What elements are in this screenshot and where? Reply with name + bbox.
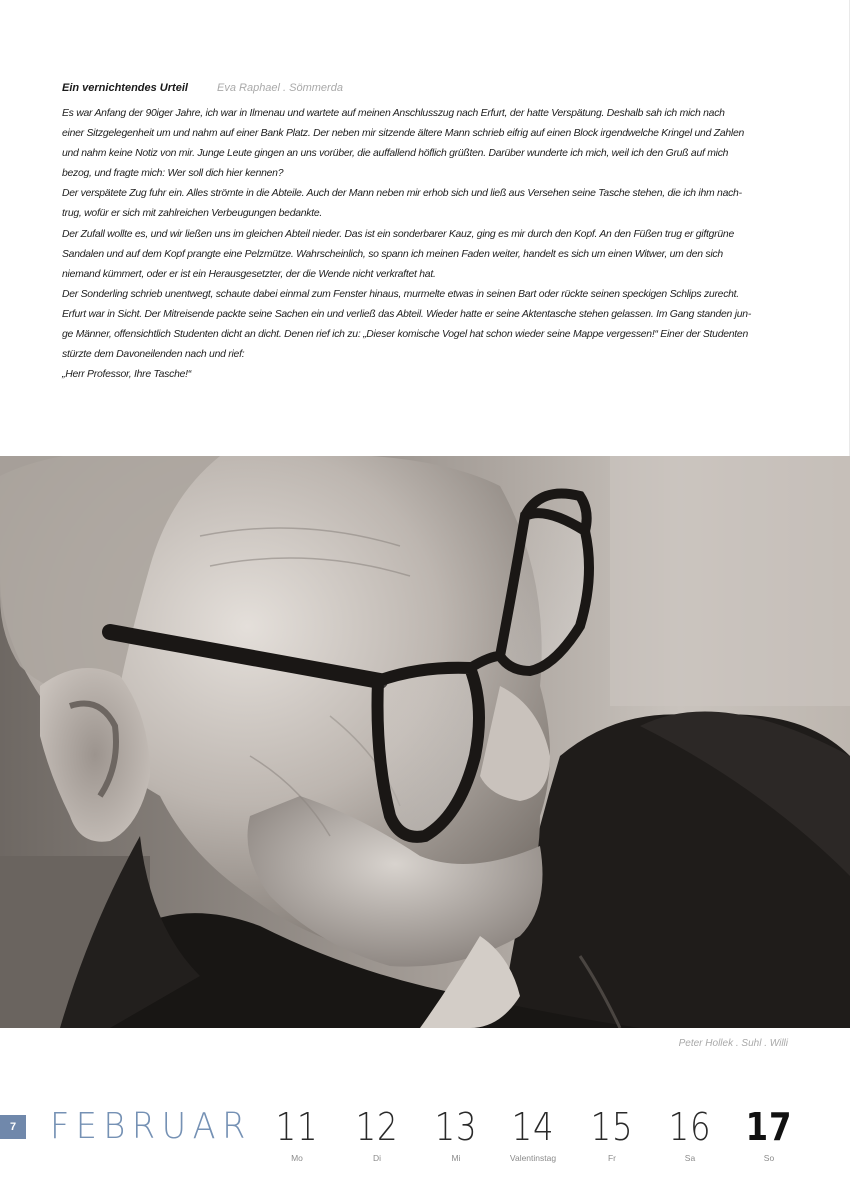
story-line: Sandalen und auf dem Kopf prangte eine Pelzmütze. Wahrscheinlich, so spann ich meinen Faden weiter, handelt es sich um einen Witwer, um den sich [62,248,723,260]
story-line: ge Männer, offensichtlich Studenten dicht an dicht. Denen rief ich zu: „Dieser komische Vogel hat schon wieder seine Mappe vergessen!“ Einer der Studenten [62,329,748,341]
day-number: 11 [275,1105,319,1149]
calendar-strip [0,1104,850,1174]
story-line: Der Sonderling schrieb unentwegt, schaute dabei einmal zum Fenster hinaus, murmelte etwas in seinen Bart oder rückte seinen speckigen Schlips zurecht. [62,288,739,300]
story-line: niemand kümmert, oder er ist ein Herausgesetzter, der die Wende nicht verkraftet hat. [62,268,436,280]
calendar-day [488,1104,578,1163]
story-line: bezog, und fragte mich: Wer soll dich hier kennen? [62,168,284,180]
story-body [62,104,762,385]
day-label: Mo [291,1153,303,1163]
day-number: 15 [590,1105,634,1149]
story-title: Ein vernichtendes Urteil [62,82,188,94]
portrait-image [0,456,850,1028]
story-line: und nahm keine Notiz von mir. Junge Leute gingen an uns vorüber, die auffallend höflich grüßten. Darüber wunderte ich mich, weil ich den Gruß auf mich [62,148,729,160]
day-label: Di [372,1153,382,1163]
story-line: einer Sitzgelegenheit um und nahm auf einer Bank Platz. Der neben mir sitzende ältere Mann schrieb eifrig auf einen Block irgendwelche Kringel und Zahlen [62,128,745,140]
day-number: 12 [355,1105,399,1149]
day-label: So [763,1153,775,1163]
day-number: 13 [434,1105,478,1149]
calendar-day [567,1104,657,1163]
day-number: 16 [668,1105,712,1149]
story-header [62,80,762,96]
calendar-day-today [724,1104,814,1163]
story-line: trug, wofür er sich mit zahlreichen Verbeugungen bedankte. [62,208,323,220]
day-label: Sa [684,1153,696,1163]
week-number-badge: 7 [0,1115,26,1139]
day-label: Fr [607,1153,617,1163]
calendar-day [252,1104,342,1163]
story-line: Erfurt war in Sicht. Der Mitreisende packte seine Sachen ein und verließ das Abteil. Wieder hatte er seine Aktentasche stehen gelassen. Im Gang standen jun- [62,308,752,320]
day-number: 17 [745,1105,793,1149]
story-section [62,80,762,385]
calendar-day [645,1104,735,1163]
day-label: Mi [451,1153,461,1163]
story-line: Der verspätete Zug fuhr ein. Alles strömte in die Abteile. Auch der Mann neben mir erhob sich und ließ aus Versehen seine Tasche stehen, die ich ihm nach- [62,188,742,200]
photo-caption: Peter Hollek . Suhl . Willi [678,1038,788,1049]
story-author: Eva Raphael . Sömmerda [217,82,343,94]
month-label: FEBRUAR [50,1106,252,1147]
day-number: 14 [511,1105,555,1149]
story-line: „Herr Professor, Ihre Tasche!“ [62,369,191,381]
story-line: stürzte dem Davoneilenden nach und rief: [62,349,245,361]
month-name [50,1104,252,1150]
story-line: Der Zufall wollte es, und wir ließen uns im gleichen Abteil nieder. Das ist ein sonderbarer Kauz, ging es mir durch den Kopf. An den Füßen trug er giftgrüne [62,228,734,240]
portrait-photo [0,456,850,1028]
calendar-day [332,1104,422,1163]
day-label: Valentinstag [509,1153,557,1163]
story-line: Es war Anfang der 90iger Jahre, ich war in Ilmenau und wartete auf meinen Anschlusszug nach Erfurt, der hatte Verspätung. Deshalb sah ich mich nach [62,108,725,119]
